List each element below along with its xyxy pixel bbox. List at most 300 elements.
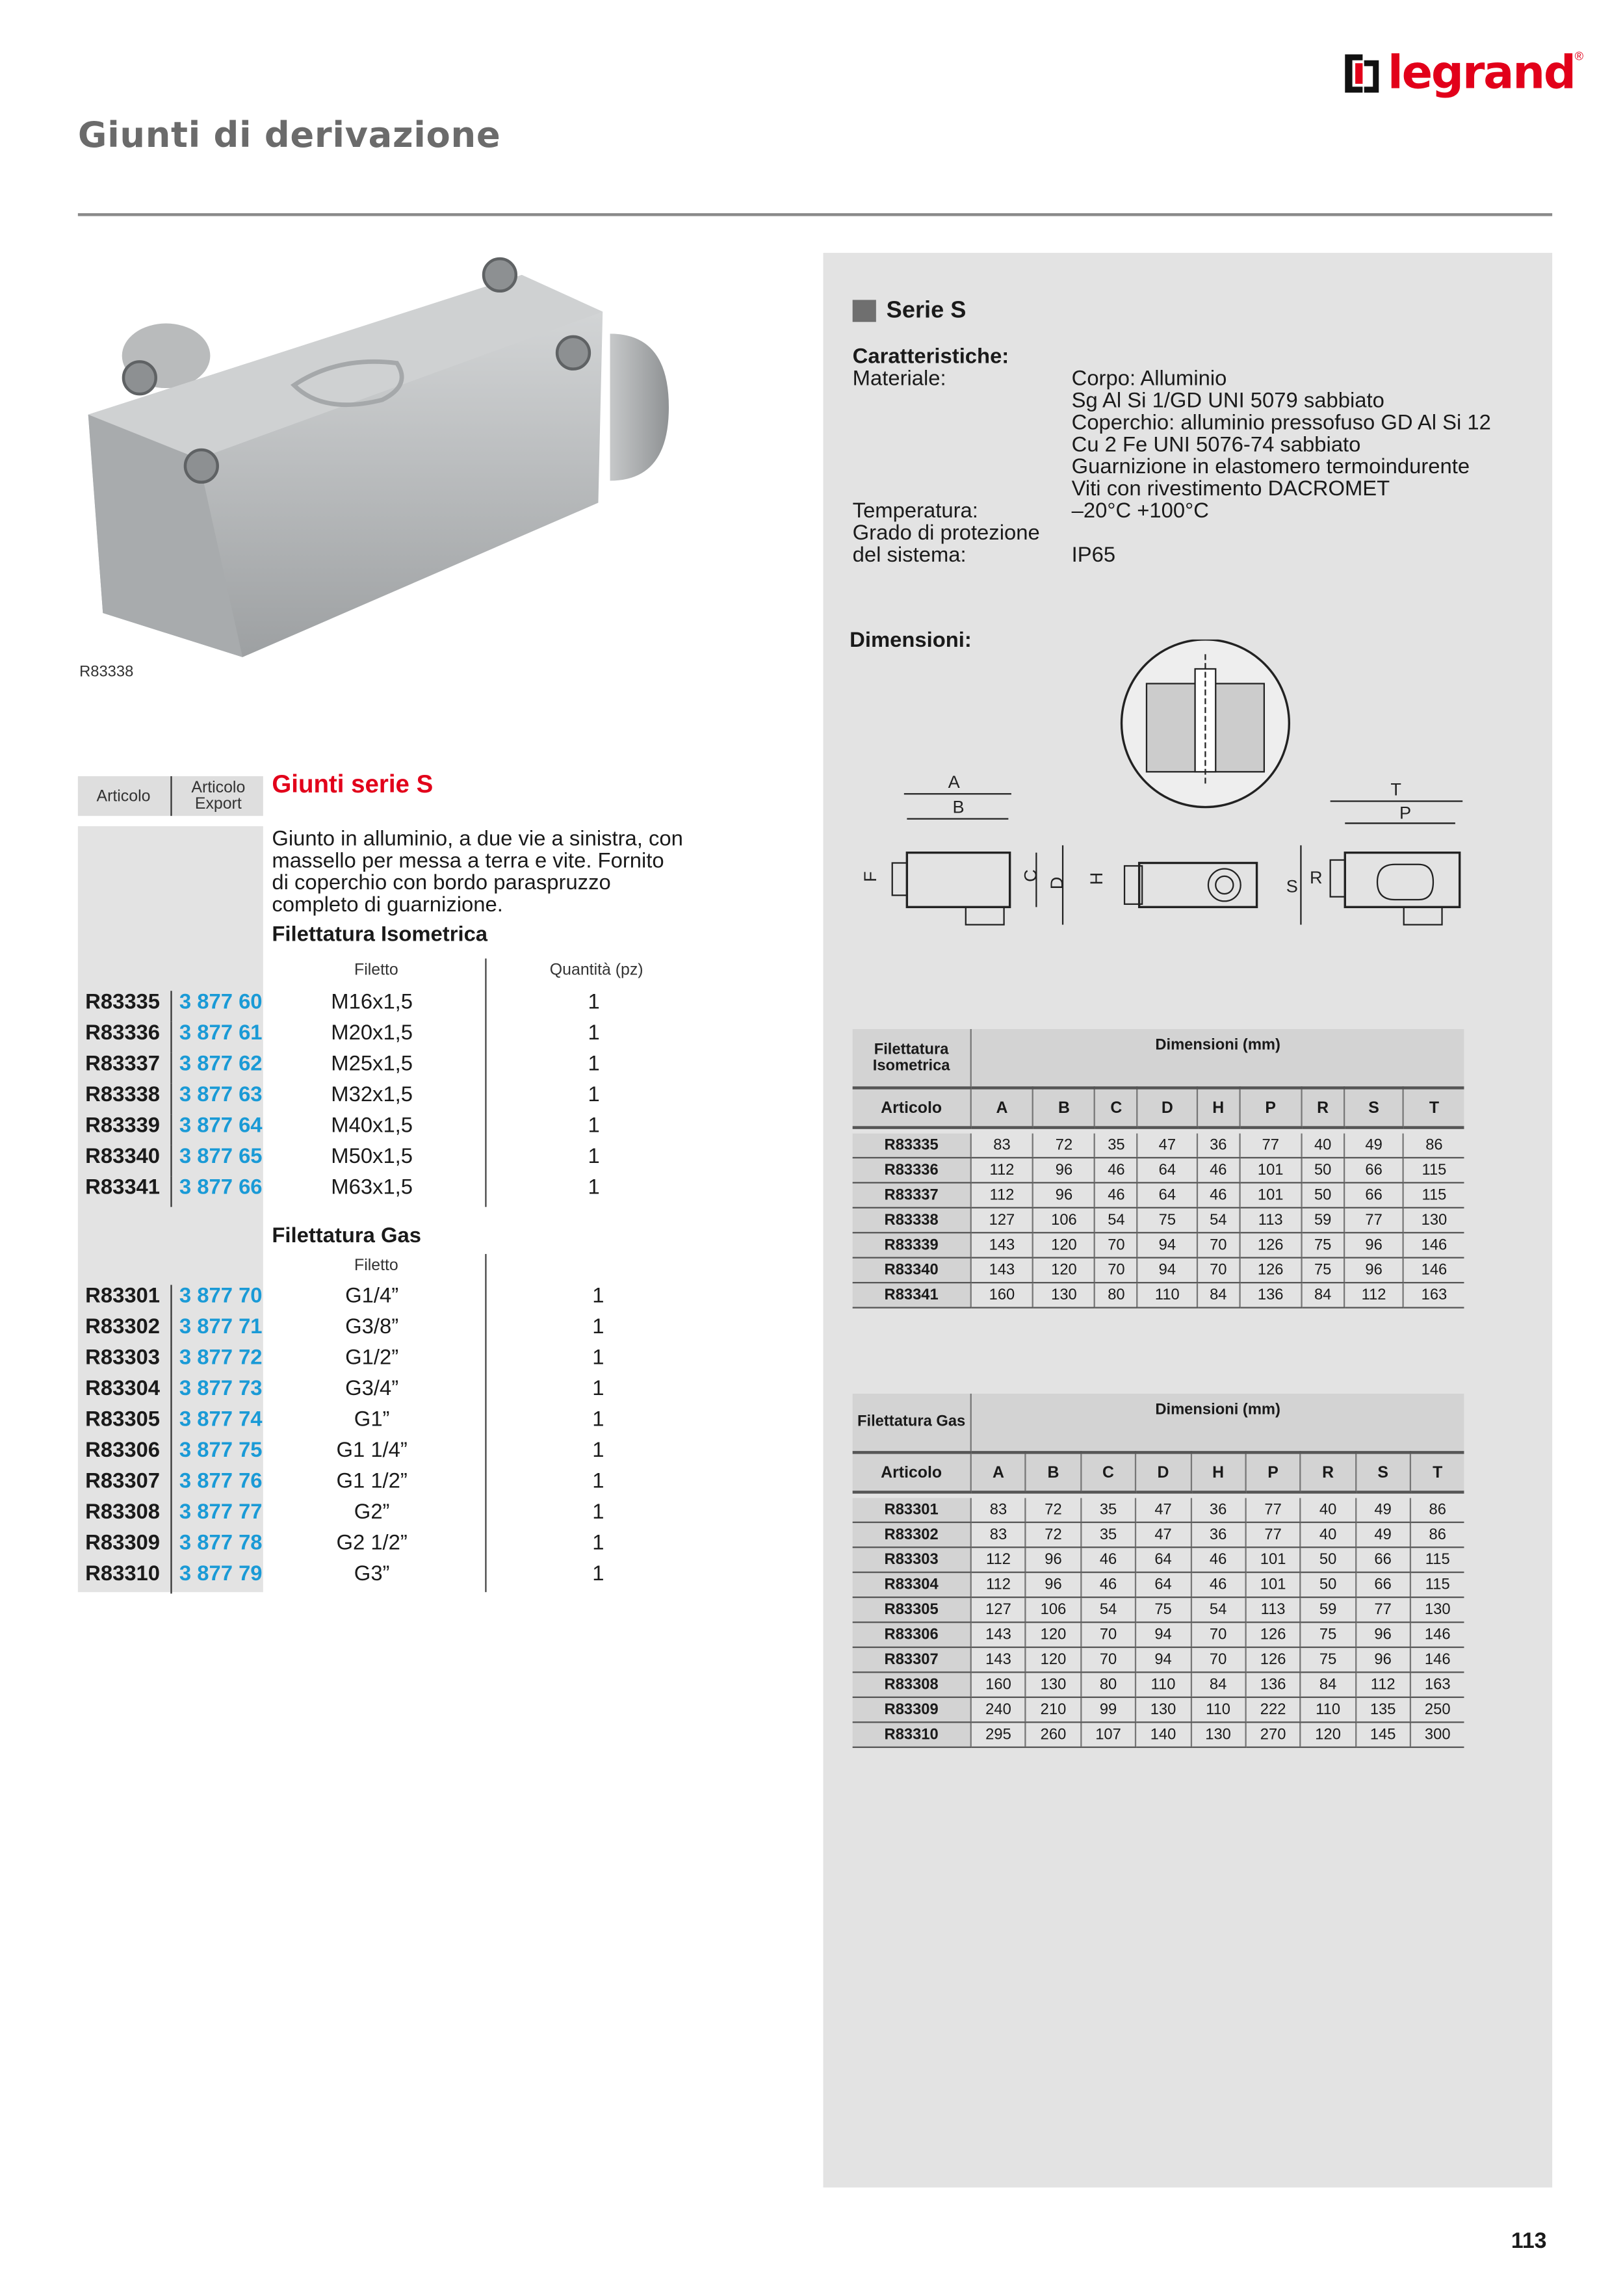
export-code: 3 877 63 bbox=[170, 1084, 262, 1114]
product-row bbox=[78, 1470, 666, 1501]
thread-size: M63x1,5 bbox=[331, 1176, 413, 1200]
dimensions-label: Dimensioni: bbox=[850, 629, 972, 653]
column-header-row bbox=[853, 1452, 1464, 1492]
dimension-cell: 83 bbox=[971, 1522, 1026, 1547]
dimension-cell: 86 bbox=[1410, 1498, 1464, 1522]
quantity: 1 bbox=[592, 1439, 604, 1463]
dimension-cell: 75 bbox=[1137, 1208, 1197, 1233]
table-row bbox=[853, 1697, 1464, 1722]
dimension-cell: 75 bbox=[1301, 1258, 1344, 1283]
material-values bbox=[1072, 369, 1491, 502]
table-row bbox=[853, 1672, 1464, 1697]
product-row bbox=[78, 1409, 666, 1439]
table-row bbox=[853, 1597, 1464, 1622]
column-header-a: A bbox=[971, 1088, 1033, 1128]
dimension-cell: 250 bbox=[1410, 1697, 1464, 1722]
dimension-cell: 130 bbox=[1410, 1597, 1464, 1622]
thread-size: G1/4” bbox=[345, 1285, 399, 1309]
dimension-cell: 50 bbox=[1301, 1158, 1344, 1182]
dimension-cell: 115 bbox=[1410, 1572, 1464, 1597]
dimension-cell: 96 bbox=[1033, 1158, 1095, 1182]
table-header-row bbox=[853, 1029, 1464, 1088]
dimension-cell: 112 bbox=[971, 1572, 1026, 1597]
thread-size: G1/2” bbox=[345, 1346, 399, 1370]
dimension-cell: 46 bbox=[1197, 1158, 1240, 1182]
dimension-cell: 146 bbox=[1410, 1623, 1464, 1647]
article-cell: R83337 bbox=[853, 1182, 971, 1207]
series-marker bbox=[853, 300, 876, 322]
dimension-cell: 83 bbox=[971, 1134, 1033, 1158]
dimension-cell: 70 bbox=[1191, 1623, 1246, 1647]
thread-size: G1 1/2” bbox=[336, 1470, 408, 1494]
dimension-cell: 64 bbox=[1136, 1572, 1191, 1597]
dimension-cell: 163 bbox=[1410, 1672, 1464, 1697]
dimensions-table-isometric bbox=[853, 1029, 1464, 1309]
page-number: 113 bbox=[1511, 2228, 1547, 2254]
legrand-logo bbox=[1344, 44, 1583, 103]
dimension-cell: 126 bbox=[1240, 1233, 1302, 1257]
dimension-cell: 49 bbox=[1344, 1134, 1403, 1158]
dim-label-f: F bbox=[859, 871, 880, 882]
thread-size: G3/4” bbox=[345, 1377, 399, 1402]
dimension-cell: 101 bbox=[1245, 1572, 1301, 1597]
article-cell: R83310 bbox=[853, 1722, 971, 1747]
column-header-c: C bbox=[1081, 1452, 1136, 1492]
thread-size: G2 1/2” bbox=[336, 1532, 408, 1556]
export-code: 3 877 70 bbox=[170, 1285, 262, 1316]
temperature-value: –20°C +100°C bbox=[1071, 499, 1209, 524]
dimension-cell: 96 bbox=[1344, 1258, 1403, 1283]
dimension-cell: 96 bbox=[1344, 1233, 1403, 1257]
dimension-cell: 75 bbox=[1301, 1233, 1344, 1257]
article-code: R83341 bbox=[85, 1176, 161, 1200]
product-row bbox=[78, 1176, 666, 1207]
dimension-cell: 110 bbox=[1136, 1672, 1191, 1697]
dimension-cell: 50 bbox=[1301, 1182, 1344, 1207]
dimension-cell: 143 bbox=[971, 1623, 1026, 1647]
dimension-cell: 84 bbox=[1197, 1283, 1240, 1307]
dimension-cell: 40 bbox=[1301, 1134, 1344, 1158]
material-line: Coperchio: alluminio pressofuso GD Al Si 12 bbox=[1071, 411, 1491, 436]
product-row bbox=[78, 1563, 666, 1593]
dimension-cell: 46 bbox=[1095, 1158, 1137, 1182]
table-row bbox=[853, 1258, 1464, 1283]
dimension-cell: 113 bbox=[1240, 1208, 1302, 1233]
material-label: Materiale: bbox=[852, 367, 946, 391]
dimension-cell: 101 bbox=[1245, 1547, 1301, 1572]
dimension-cell: 46 bbox=[1081, 1547, 1136, 1572]
dimension-cell: 135 bbox=[1355, 1697, 1410, 1722]
quantity: 1 bbox=[588, 1114, 600, 1138]
dimension-cell: 145 bbox=[1355, 1722, 1410, 1747]
product-row bbox=[78, 1114, 666, 1145]
temperature-label: Temperatura: bbox=[852, 499, 978, 524]
quantity: 1 bbox=[588, 1021, 600, 1045]
table-row bbox=[853, 1547, 1464, 1572]
spacer-row bbox=[853, 1128, 1464, 1134]
table-row bbox=[853, 1283, 1464, 1307]
quantity: 1 bbox=[592, 1470, 604, 1494]
protection-label-2: del sistema: bbox=[852, 543, 967, 567]
dimension-cell: 112 bbox=[1355, 1672, 1410, 1697]
dimension-cell: 130 bbox=[1191, 1722, 1246, 1747]
dimension-cell: 80 bbox=[1081, 1672, 1136, 1697]
thread-size: M40x1,5 bbox=[331, 1114, 413, 1138]
brand-registered: ® bbox=[1574, 49, 1584, 64]
quantity: 1 bbox=[592, 1316, 604, 1340]
dimension-cell: 222 bbox=[1245, 1697, 1301, 1722]
product-photo bbox=[81, 253, 671, 668]
dimension-cell: 120 bbox=[1033, 1233, 1095, 1257]
column-header-s: S bbox=[1355, 1452, 1410, 1492]
column-header-c: C bbox=[1095, 1088, 1137, 1128]
dimension-cell: 146 bbox=[1410, 1647, 1464, 1672]
export-code: 3 877 73 bbox=[170, 1377, 262, 1408]
article-cell: R83306 bbox=[853, 1623, 971, 1647]
dimension-cell: 112 bbox=[1344, 1283, 1403, 1307]
thread-size: M20x1,5 bbox=[331, 1021, 413, 1045]
dimension-cell: 120 bbox=[1026, 1623, 1081, 1647]
dimension-cell: 300 bbox=[1410, 1722, 1464, 1747]
column-header-article: Articolo bbox=[853, 1088, 971, 1128]
product-row bbox=[78, 1084, 666, 1114]
product-row bbox=[78, 1052, 666, 1083]
iso-col-thread: Filetto bbox=[354, 961, 398, 980]
material-line: Cu 2 Fe UNI 5076-74 sabbiato bbox=[1071, 434, 1361, 458]
dimension-cell: 50 bbox=[1301, 1572, 1356, 1597]
thread-size: G1” bbox=[354, 1408, 390, 1432]
export-code: 3 877 64 bbox=[170, 1114, 262, 1145]
dimension-cell: 36 bbox=[1191, 1498, 1246, 1522]
dim-label-b: B bbox=[952, 796, 965, 817]
dimensions-header: Dimensioni (mm) bbox=[971, 1394, 1464, 1452]
dimension-cell: 96 bbox=[1026, 1572, 1081, 1597]
dimension-cell: 160 bbox=[971, 1283, 1033, 1307]
dimension-cell: 35 bbox=[1095, 1134, 1137, 1158]
export-code: 3 877 77 bbox=[170, 1501, 262, 1532]
material-line: Corpo: Alluminio bbox=[1071, 367, 1227, 391]
table-row bbox=[853, 1208, 1464, 1233]
dimension-cell: 115 bbox=[1403, 1182, 1464, 1207]
dimension-cell: 47 bbox=[1136, 1522, 1191, 1547]
dimension-cell: 96 bbox=[1026, 1547, 1081, 1572]
article-cell: R83335 bbox=[853, 1134, 971, 1158]
dim-label-h: H bbox=[1086, 872, 1107, 885]
dimension-cell: 46 bbox=[1095, 1182, 1137, 1207]
dimension-cell: 72 bbox=[1026, 1522, 1081, 1547]
dimension-cell: 210 bbox=[1026, 1697, 1081, 1722]
dimension-cell: 99 bbox=[1081, 1697, 1136, 1722]
export-code: 3 877 76 bbox=[170, 1470, 262, 1501]
protection-label-1: Grado di protezione bbox=[852, 521, 1040, 546]
dimension-cell: 96 bbox=[1355, 1647, 1410, 1672]
dimension-cell: 66 bbox=[1344, 1182, 1403, 1207]
article-code: R83306 bbox=[85, 1439, 161, 1463]
dimension-cell: 143 bbox=[971, 1258, 1033, 1283]
dimension-cell: 126 bbox=[1245, 1623, 1301, 1647]
header-divider bbox=[78, 213, 1552, 216]
quantity: 1 bbox=[592, 1346, 604, 1370]
article-cell: R83336 bbox=[853, 1158, 971, 1182]
article-code: R83302 bbox=[85, 1316, 161, 1340]
article-code: R83336 bbox=[85, 1021, 161, 1045]
product-row bbox=[78, 1285, 666, 1316]
table-row bbox=[853, 1182, 1464, 1207]
dimension-cell: 77 bbox=[1245, 1522, 1301, 1547]
article-cell: R83305 bbox=[853, 1597, 971, 1622]
dimension-cell: 35 bbox=[1081, 1498, 1136, 1522]
dimension-cell: 47 bbox=[1136, 1498, 1191, 1522]
dimension-cell: 49 bbox=[1355, 1498, 1410, 1522]
dimension-cell: 84 bbox=[1301, 1672, 1356, 1697]
dimension-cell: 96 bbox=[1033, 1182, 1095, 1207]
dimension-cell: 70 bbox=[1197, 1258, 1240, 1283]
dimension-cell: 260 bbox=[1026, 1722, 1081, 1747]
table-row bbox=[853, 1722, 1464, 1747]
catalog-header bbox=[78, 776, 263, 816]
dim-label-a: A bbox=[948, 772, 960, 792]
quantity: 1 bbox=[592, 1500, 604, 1525]
dimension-cell: 77 bbox=[1245, 1498, 1301, 1522]
export-code: 3 877 62 bbox=[170, 1052, 262, 1083]
product-row bbox=[78, 1377, 666, 1408]
article-cell: R83340 bbox=[853, 1258, 971, 1283]
dimension-cell: 112 bbox=[971, 1547, 1026, 1572]
dimension-cell: 126 bbox=[1245, 1647, 1301, 1672]
product-row bbox=[78, 1501, 666, 1532]
thread-size: M50x1,5 bbox=[331, 1145, 413, 1169]
quantity: 1 bbox=[588, 1145, 600, 1169]
dimension-cell: 94 bbox=[1137, 1258, 1197, 1283]
dimension-cell: 140 bbox=[1136, 1722, 1191, 1747]
dim-label-p: P bbox=[1399, 802, 1412, 823]
dim-label-d: D bbox=[1046, 876, 1067, 890]
thread-size: M16x1,5 bbox=[331, 991, 413, 1015]
column-header-b: B bbox=[1033, 1088, 1095, 1128]
dimension-cell: 94 bbox=[1136, 1623, 1191, 1647]
dimension-cell: 113 bbox=[1245, 1597, 1301, 1622]
column-header-p: P bbox=[1240, 1088, 1302, 1128]
dimension-cell: 94 bbox=[1136, 1647, 1191, 1672]
dimension-cell: 36 bbox=[1191, 1522, 1246, 1547]
dimension-cell: 146 bbox=[1403, 1258, 1464, 1283]
dimension-cell: 120 bbox=[1033, 1258, 1095, 1283]
thread-size: G1 1/4” bbox=[336, 1439, 408, 1463]
dimension-cell: 40 bbox=[1301, 1522, 1356, 1547]
features-label: Caratteristiche: bbox=[852, 345, 1009, 369]
dimension-cell: 130 bbox=[1136, 1697, 1191, 1722]
dimension-cell: 66 bbox=[1355, 1572, 1410, 1597]
quantity: 1 bbox=[592, 1377, 604, 1402]
export-code: 3 877 72 bbox=[170, 1347, 262, 1377]
table-row bbox=[853, 1134, 1464, 1158]
dimension-cell: 126 bbox=[1240, 1258, 1302, 1283]
article-code: R83301 bbox=[85, 1285, 161, 1309]
export-code: 3 877 66 bbox=[170, 1176, 262, 1207]
article-cell: R83309 bbox=[853, 1697, 971, 1722]
dimension-cell: 54 bbox=[1191, 1597, 1246, 1622]
dimension-cell: 295 bbox=[971, 1722, 1026, 1747]
dimension-cell: 54 bbox=[1095, 1208, 1137, 1233]
table-row bbox=[853, 1498, 1464, 1522]
dimension-cell: 86 bbox=[1403, 1134, 1464, 1158]
dimension-cell: 46 bbox=[1081, 1572, 1136, 1597]
dimension-cell: 64 bbox=[1136, 1547, 1191, 1572]
column-header-s: S bbox=[1344, 1088, 1403, 1128]
dimension-cell: 40 bbox=[1301, 1498, 1356, 1522]
col-export: Articolo Export bbox=[170, 776, 265, 816]
quantity: 1 bbox=[588, 1176, 600, 1200]
article-cell: R83302 bbox=[853, 1522, 971, 1547]
dimension-cell: 94 bbox=[1137, 1233, 1197, 1257]
gas-col-thread: Filetto bbox=[354, 1257, 398, 1275]
dimension-cell: 106 bbox=[1033, 1208, 1095, 1233]
dimension-cell: 270 bbox=[1245, 1722, 1301, 1747]
dim-label-t: T bbox=[1390, 779, 1401, 800]
column-header-d: D bbox=[1137, 1088, 1197, 1128]
article-code: R83304 bbox=[85, 1377, 161, 1402]
dimension-cell: 115 bbox=[1403, 1158, 1464, 1182]
dimension-cell: 54 bbox=[1197, 1208, 1240, 1233]
dimension-cell: 70 bbox=[1081, 1623, 1136, 1647]
column-header-r: R bbox=[1301, 1088, 1344, 1128]
dimension-cell: 75 bbox=[1301, 1647, 1356, 1672]
dimension-cell: 70 bbox=[1095, 1258, 1137, 1283]
dimension-cell: 101 bbox=[1240, 1158, 1302, 1182]
dimension-cell: 115 bbox=[1410, 1547, 1464, 1572]
table-row bbox=[853, 1158, 1464, 1182]
gas-section-title: Filettatura Gas bbox=[272, 1224, 421, 1249]
dimension-cell: 130 bbox=[1033, 1283, 1095, 1307]
dimension-cell: 64 bbox=[1137, 1158, 1197, 1182]
product-description: Giunto in alluminio, a due vie a sinistra, con massello per messa a terra e vite. Fornito di coperchio con bordo paraspruzzo completo di guarnizione. bbox=[272, 828, 683, 918]
export-code: 3 877 60 bbox=[170, 991, 262, 1021]
dimension-cell: 64 bbox=[1137, 1182, 1197, 1207]
dimension-cell: 110 bbox=[1191, 1697, 1246, 1722]
dimension-cell: 77 bbox=[1355, 1597, 1410, 1622]
col-article: Articolo bbox=[96, 787, 151, 805]
dimension-cell: 77 bbox=[1344, 1208, 1403, 1233]
table-row bbox=[853, 1572, 1464, 1597]
dimension-cell: 143 bbox=[971, 1647, 1026, 1672]
dimension-cell: 70 bbox=[1095, 1233, 1137, 1257]
column-header-r: R bbox=[1301, 1452, 1356, 1492]
article-cell: R83301 bbox=[853, 1498, 971, 1522]
product-row bbox=[78, 1316, 666, 1346]
quantity: 1 bbox=[588, 1083, 600, 1107]
table-header-row bbox=[853, 1394, 1464, 1452]
export-code: 3 877 74 bbox=[170, 1409, 262, 1439]
thread-size: G3” bbox=[354, 1562, 390, 1587]
product-title: Giunti serie S bbox=[272, 770, 434, 798]
material-line: Guarnizione in elastomero termoindurente bbox=[1071, 456, 1470, 480]
article-cell: R83303 bbox=[853, 1547, 971, 1572]
column-header-article: Articolo bbox=[853, 1452, 971, 1492]
dimension-cell: 46 bbox=[1197, 1182, 1240, 1207]
dimension-cell: 36 bbox=[1197, 1134, 1240, 1158]
dimension-cell: 120 bbox=[1301, 1722, 1356, 1747]
export-code: 3 877 61 bbox=[170, 1022, 262, 1052]
quantity: 1 bbox=[592, 1562, 604, 1587]
dimension-cell: 112 bbox=[971, 1158, 1033, 1182]
dimension-cell: 120 bbox=[1026, 1647, 1081, 1672]
spacer-row bbox=[853, 1492, 1464, 1498]
dimension-cell: 163 bbox=[1403, 1283, 1464, 1307]
dimension-cell: 72 bbox=[1033, 1134, 1095, 1158]
article-cell: R83338 bbox=[853, 1208, 971, 1233]
dimension-cell: 59 bbox=[1301, 1208, 1344, 1233]
column-header-p: P bbox=[1245, 1452, 1301, 1492]
dimension-cell: 240 bbox=[971, 1697, 1026, 1722]
legrand-logo-icon bbox=[1344, 51, 1382, 96]
dimension-cell: 112 bbox=[971, 1182, 1033, 1207]
export-code: 3 877 79 bbox=[170, 1563, 262, 1593]
iso-col-qty: Quantità (pz) bbox=[549, 961, 643, 980]
quantity: 1 bbox=[592, 1532, 604, 1556]
dimensions-header: Dimensioni (mm) bbox=[971, 1029, 1464, 1088]
dimension-cell: 46 bbox=[1191, 1572, 1246, 1597]
table-row bbox=[853, 1623, 1464, 1647]
article-cell: R83308 bbox=[853, 1672, 971, 1697]
article-code: R83339 bbox=[85, 1114, 161, 1138]
dimension-cell: 77 bbox=[1240, 1134, 1302, 1158]
column-header-t: T bbox=[1410, 1452, 1464, 1492]
column-header-h: H bbox=[1197, 1088, 1240, 1128]
thread-size: G2” bbox=[354, 1500, 390, 1525]
column-header-d: D bbox=[1136, 1452, 1191, 1492]
dimension-cell: 84 bbox=[1301, 1283, 1344, 1307]
dimension-cell: 127 bbox=[971, 1208, 1033, 1233]
table-row bbox=[853, 1647, 1464, 1672]
dimension-cell: 106 bbox=[1026, 1597, 1081, 1622]
dimension-cell: 46 bbox=[1191, 1547, 1246, 1572]
series-title: Serie S bbox=[886, 298, 967, 324]
dimension-cell: 54 bbox=[1081, 1597, 1136, 1622]
dimension-cell: 80 bbox=[1095, 1283, 1137, 1307]
column-header-row bbox=[853, 1088, 1464, 1128]
article-cell: R83341 bbox=[853, 1283, 971, 1307]
export-code: 3 877 75 bbox=[170, 1439, 262, 1470]
dimension-cell: 66 bbox=[1355, 1547, 1410, 1572]
export-code: 3 877 78 bbox=[170, 1532, 262, 1562]
article-code: R83305 bbox=[85, 1408, 161, 1432]
dim-label-c: C bbox=[1020, 869, 1041, 882]
thread-type-header: Filettatura Gas bbox=[853, 1394, 971, 1452]
dimension-cell: 130 bbox=[1403, 1208, 1464, 1233]
dimension-cell: 35 bbox=[1081, 1522, 1136, 1547]
dimension-cell: 66 bbox=[1344, 1158, 1403, 1182]
dimension-diagram bbox=[845, 640, 1477, 941]
dimension-cell: 59 bbox=[1301, 1597, 1356, 1622]
dimension-cell: 160 bbox=[971, 1672, 1026, 1697]
product-row bbox=[78, 1347, 666, 1377]
article-code: R83335 bbox=[85, 991, 161, 1015]
product-row bbox=[78, 1532, 666, 1562]
dimension-cell: 130 bbox=[1026, 1672, 1081, 1697]
article-cell: R83304 bbox=[853, 1572, 971, 1597]
article-code: R83310 bbox=[85, 1562, 161, 1587]
material-line: Sg Al Si 1/GD UNI 5079 sabbiato bbox=[1071, 389, 1384, 413]
dimension-cell: 136 bbox=[1245, 1672, 1301, 1697]
dimension-cell: 70 bbox=[1081, 1647, 1136, 1672]
thread-type-header: Filettatura Isometrica bbox=[853, 1029, 971, 1088]
dim-label-r: R bbox=[1309, 867, 1323, 888]
article-code: R83307 bbox=[85, 1470, 161, 1494]
column-header-a: A bbox=[971, 1452, 1026, 1492]
thread-size: G3/8” bbox=[345, 1316, 399, 1340]
thread-size: M25x1,5 bbox=[331, 1052, 413, 1076]
dimension-cell: 110 bbox=[1301, 1697, 1356, 1722]
